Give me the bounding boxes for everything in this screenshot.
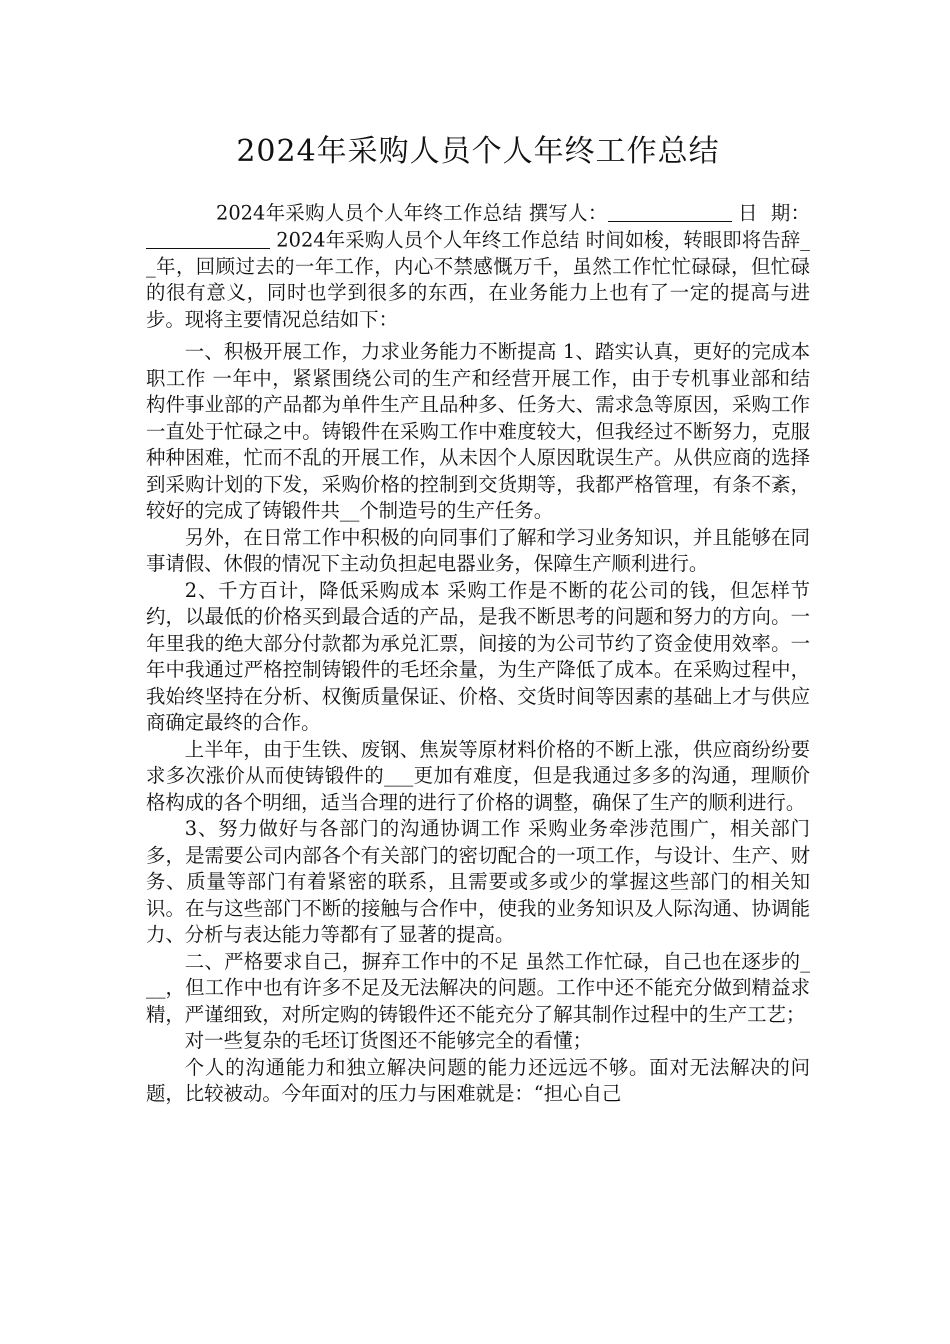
date-blank [146, 227, 270, 249]
document-page [146, 130, 810, 1108]
body-paragraph: 另外，在日常工作中积极的向同事们了解和学习业务知识，并且能够在同事请假、休假的情况下主动负担起电器业务，保障生产顺利进行。 [146, 525, 810, 576]
header-paragraph [146, 200, 810, 333]
body-paragraph: 一、积极开展工作，力求业务能力不断提高 1、踏实认真，更好的完成本职工作 一年中，紧紧围绕公司的生产和经营开展工作，由于专机事业部和结构件事业部的产品都为单件生产且品种多、任务大、需求急等原因，采购工作一直处于忙碌之中。铸锻件在采购工作中难度较大，但我经过不断努力，克服种种困难，忙而不乱的开展工作，从未因个人原因耽误生产。从供应商的选择到采购计划的下发，采购价格的控制到交货期等，我都严格管理，有条不紊，较好的完成了铸锻件共__个制造号的生产任务。 [146, 340, 810, 523]
body-paragraph: 2、千方百计，降低采购成本 采购工作是不断的花公司的钱，但怎样节约，以最低的价格买到最合适的产品，是我不断思考的问题和努力的方向。一年里我的绝大部分付款都为承兑汇票，间接的为公司节约了资金使用效率。一年中我通过严格控制铸锻件的毛坯余量，为生产降低了成本。在采购过程中，我始终坚持在分析、权衡质量保证、价格、交货时间等因素的基础上才与供应商确定最终的合作。 [146, 578, 810, 735]
body-paragraph: 个人的沟通能力和独立解决问题的能力还远远不够。面对无法解决的问题，比较被动。今年面对的压力与困难就是：“担心自己 [146, 1055, 810, 1106]
body-paragraph: 二、严格要求自己，摒弃工作中的不足 虽然工作忙碌，自己也在逐步的___，但工作中也有许多不足及无法解决的问题。工作中还不能充分做到精益求精，严谨细致，对所定购的铸锻件还不能充分了解其制作过程中的生产工艺； [146, 949, 810, 1026]
body-paragraph: 3、努力做好与各部门的沟通协调工作 采购业务牵涉范围广，相关部门多，是需要公司内部各个有关部门的密切配合的一项工作，与设计、生产、财务、质量等部门有着紧密的联系，且需要或多或少的掌握这些部门的相关知识。在与这些部门不断的接触与合作中，使我的业务知识及人际沟通、协调能力、分析与表达能力等都有了显著的提高。 [146, 817, 810, 947]
author-blank [608, 200, 732, 222]
date-label: 日 期： [738, 201, 811, 225]
intro-text: 2024年采购人员个人年终工作总结 时间如梭，转眼即将告辞__年，回顾过去的一年工作，内心不禁感慨万千，虽然工作忙忙碌碌，但忙碌的很有意义，同时也学到很多的东西，在业务能力上也有了一定的提高与进步。现将主要情况总结如下： [146, 228, 810, 331]
document-title: 2024年采购人员个人年终工作总结 [236, 134, 720, 169]
header-line-1: 2024年采购人员个人年终工作总结 撰写人： [216, 201, 608, 225]
body-paragraph: 对一些复杂的毛坯订货图还不能够完全的看懂； [184, 1029, 592, 1053]
body-paragraph: 上半年，由于生铁、废钢、焦炭等原材料价格的不断上涨，供应商纷纷要求多次涨价从而使铸锻件的___更加有难度，但是我通过多多的沟通，理顺价格构成的各个明细，适当合理的进行了价格的调整，确保了生产的顺利进行。 [146, 737, 810, 814]
